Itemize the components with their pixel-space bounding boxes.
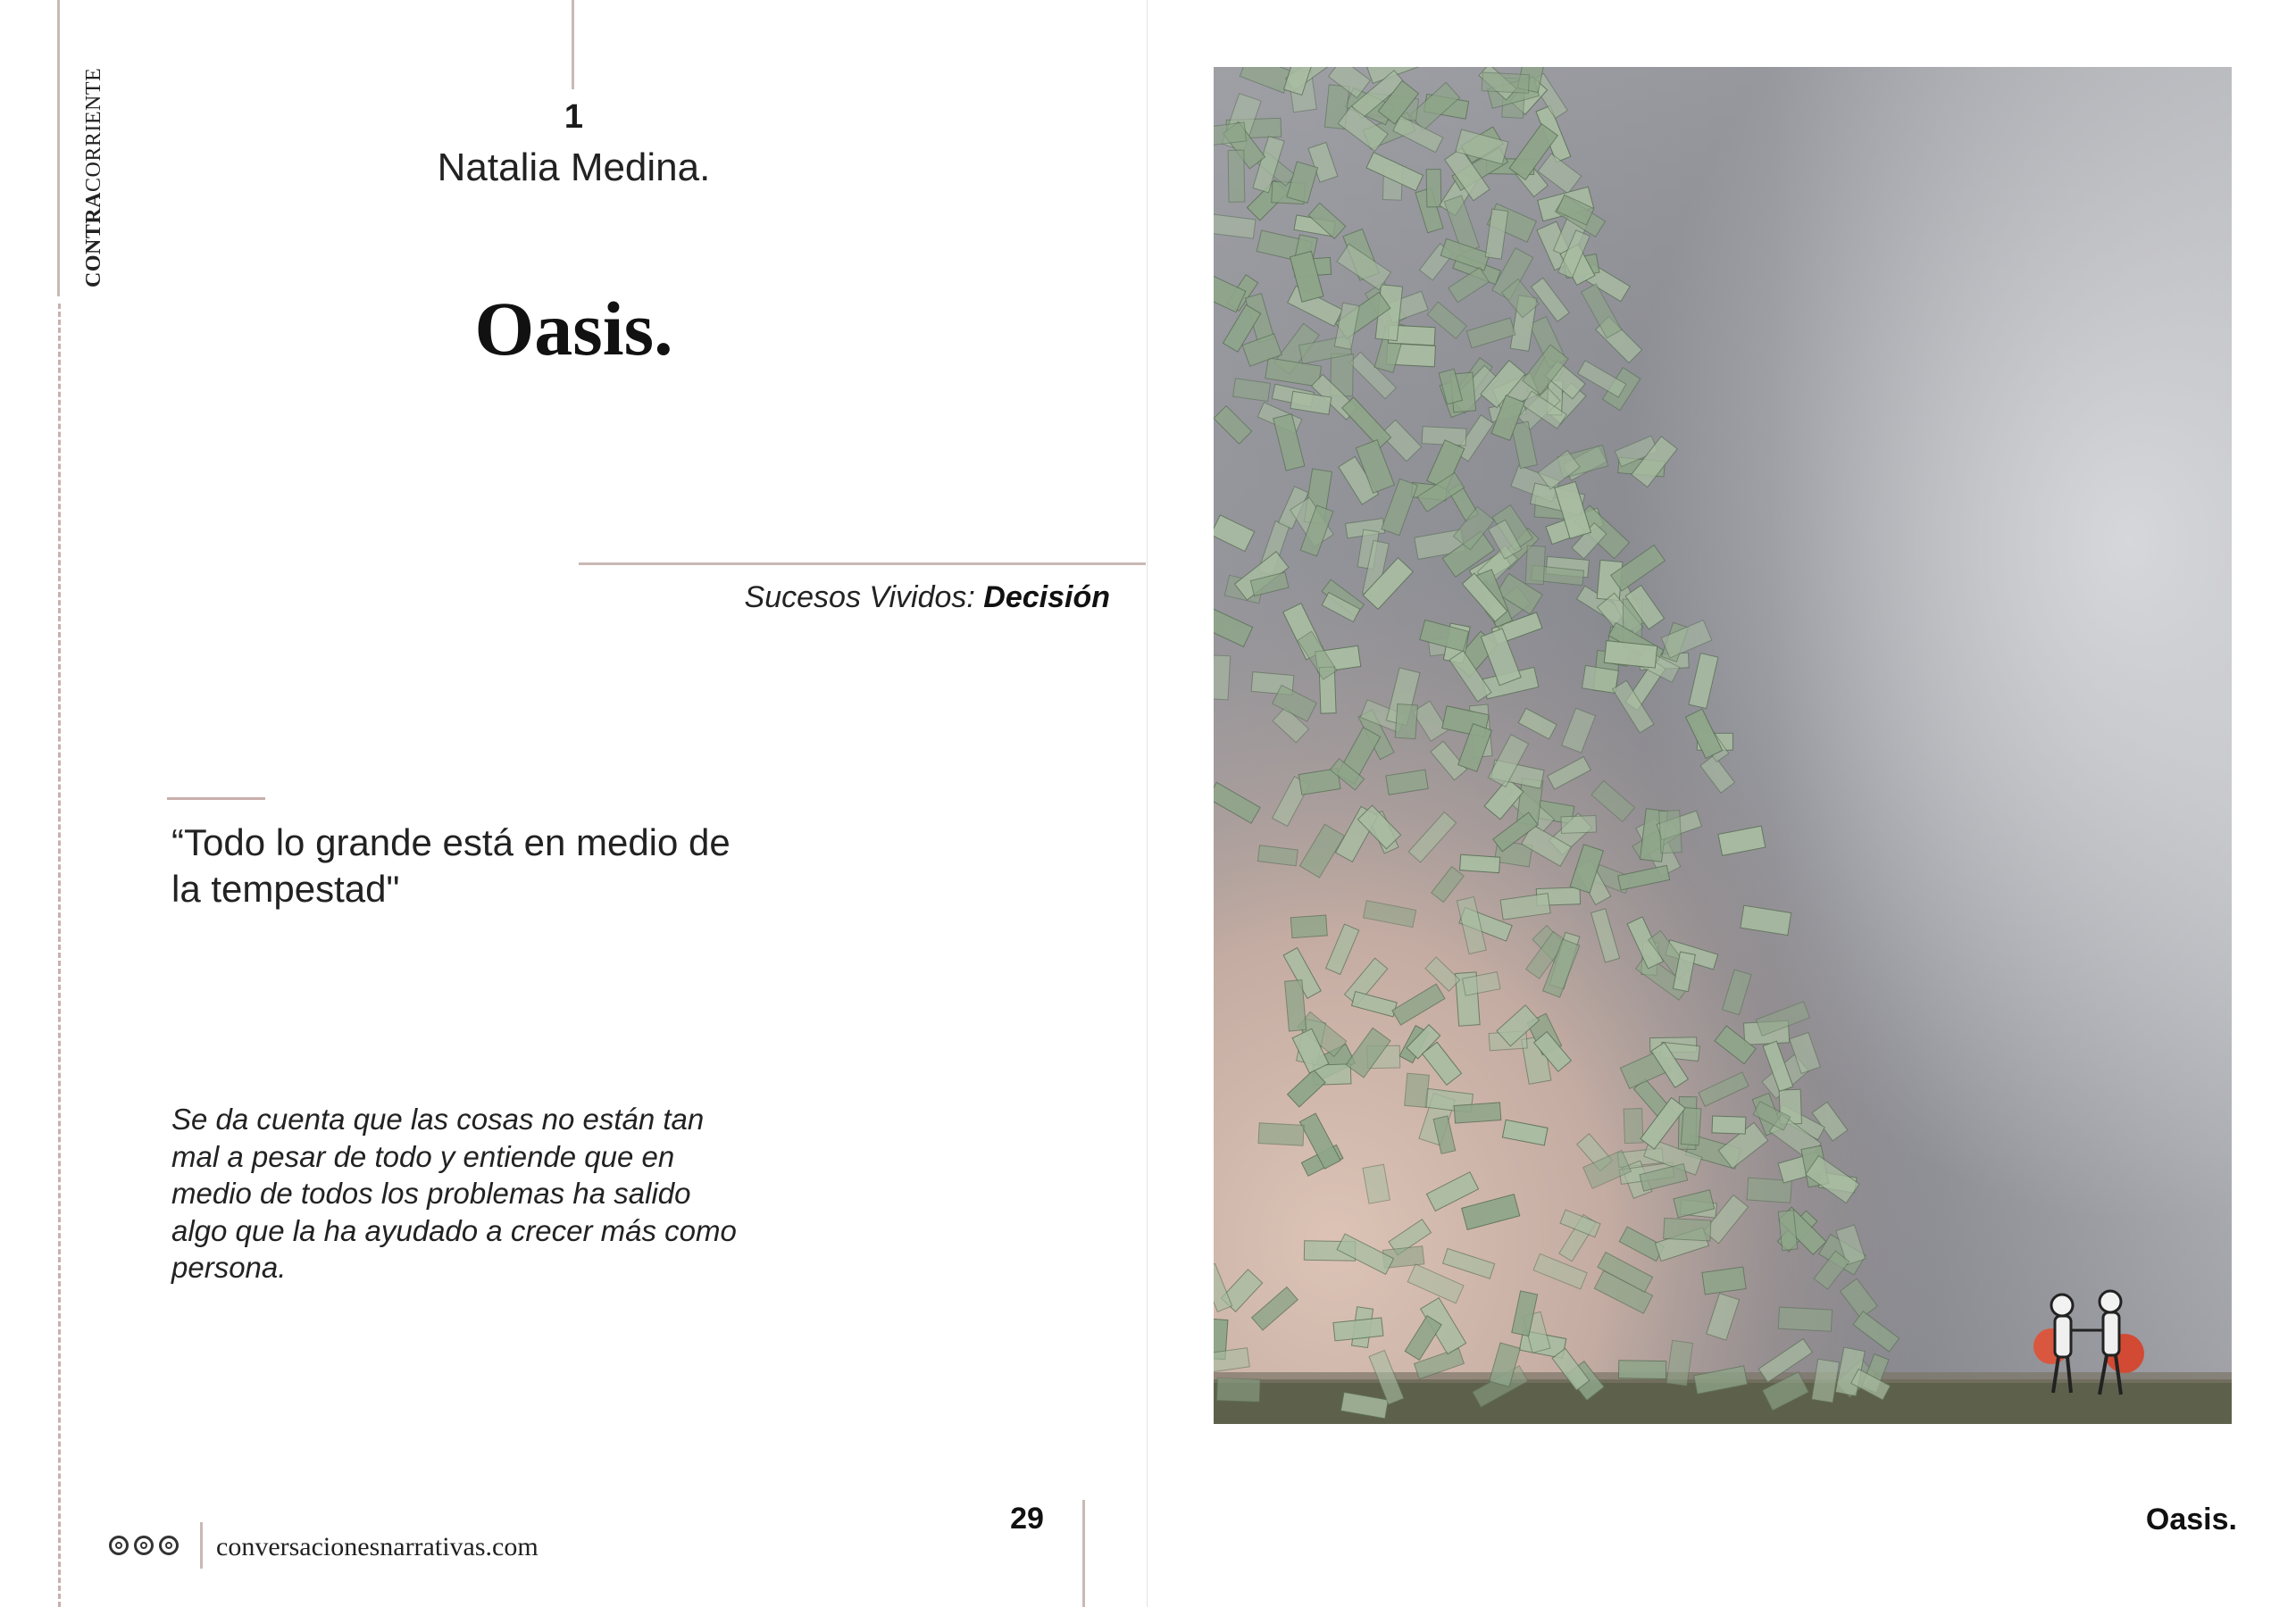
footer-separator (200, 1522, 203, 1569)
chapter-number: 1 (564, 98, 584, 136)
footer-title: Oasis. (2145, 1503, 2237, 1536)
nc-icon (159, 1536, 179, 1555)
brand-vertical: CONTRACORRIENTE (82, 67, 105, 287)
dollar-bill (1214, 655, 1231, 700)
dollar-bill (1426, 169, 1441, 206)
cc-icon (109, 1536, 129, 1555)
left-page (0, 0, 1147, 1607)
sucesos-label: Sucesos Vividos: (744, 580, 984, 614)
dollar-bill (1395, 704, 1417, 738)
dollar-bill (1604, 641, 1657, 669)
dollar-bill (1405, 1073, 1430, 1107)
dollar-bill (1681, 1108, 1701, 1145)
quote-rule (167, 797, 265, 800)
by-icon (134, 1536, 154, 1555)
dollar-bill (1460, 854, 1500, 873)
dollar-bill (1778, 1307, 1832, 1331)
sucesos-line (714, 580, 1110, 615)
dollar-bill (1454, 1103, 1501, 1123)
dollar-bill (1482, 72, 1529, 93)
margin-dashed-rule (58, 304, 61, 1607)
story-title: Oasis. (474, 286, 673, 371)
margin-rule-top (57, 0, 60, 46)
page-number: 29 (1010, 1502, 1044, 1536)
author-name: Natalia Medina. (437, 146, 711, 189)
storm-money-photo (1214, 67, 2232, 1424)
dollar-bill (1561, 816, 1597, 834)
dollar-bill (1659, 811, 1682, 853)
dollar-bill (1618, 1361, 1666, 1379)
dollar-bill (1216, 1378, 1260, 1402)
section-divider (579, 562, 1146, 565)
footer-url[interactable]: conversacionesnarrativas.com (216, 1532, 539, 1561)
dollar-bill (1664, 1218, 1711, 1241)
epigraph-quote: “Todo lo grande está en medio de la tempestad" (171, 821, 731, 910)
top-divider (572, 0, 574, 89)
storm-illustration (1214, 67, 2232, 1424)
dollar-bill (1258, 1123, 1304, 1145)
dollar-bill (1525, 545, 1545, 584)
sucesos-value: Decisión (983, 580, 1110, 614)
summary-text: Se da cuenta que las cosas no están tan mal a pesar de todo y entiende que en medio de todos los problemas ha salido algo que la ha ayudado a crecer más como persona. (171, 1103, 737, 1284)
bottom-divider (1082, 1500, 1085, 1607)
dollar-bill (1624, 1109, 1643, 1144)
dollar-bill (1228, 150, 1245, 202)
margin-rule (57, 46, 60, 296)
dollar-bill (1290, 915, 1327, 938)
dollar-bill (1712, 1116, 1746, 1134)
